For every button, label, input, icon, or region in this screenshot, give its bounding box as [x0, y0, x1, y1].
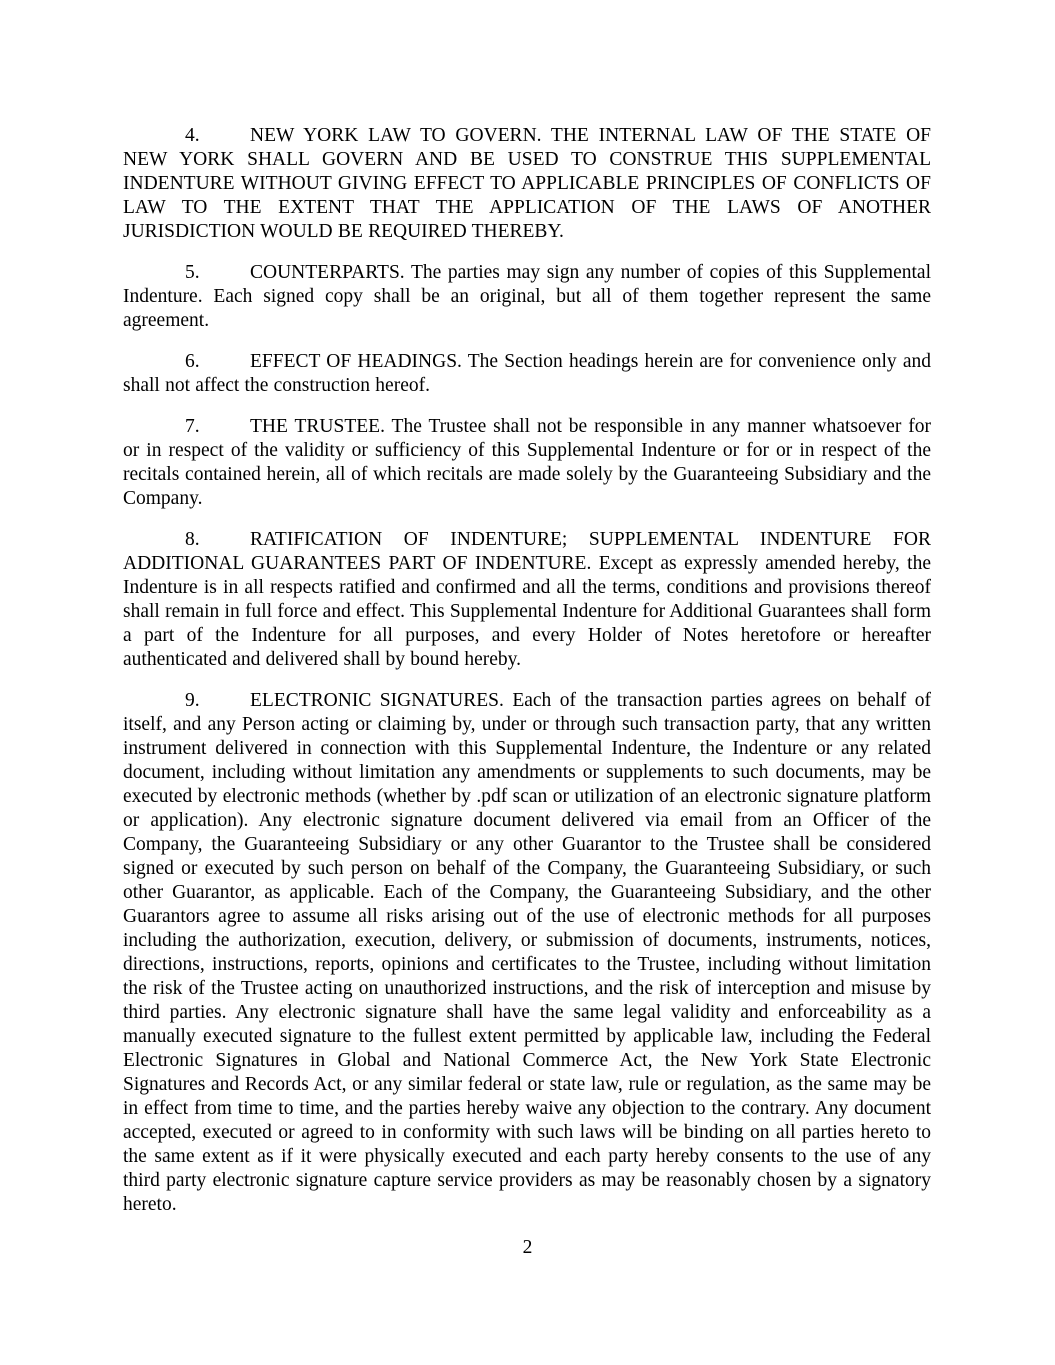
paragraph-number: 5.: [185, 262, 200, 283]
paragraph-text: EFFECT OF HEADINGS. The Section headings herein are for convenience only and shall not affect the construction hereof.: [123, 351, 931, 396]
paragraph-text: RATIFICATION OF INDENTURE; SUPPLEMENTAL INDENTURE FOR ADDITIONAL GUARANTEES PART OF INDENTURE. Except as expressly amended hereby, the Indenture is in all respects ratified and confirmed and all the terms, conditions and provisions thereof shall remain in full force and effect. This Supplemental Indenture for Additional Guarantees shall form a part of the Indenture for all purposes, and every Holder of Notes heretofore or hereafter authenticated and delivered shall by bound hereby.: [123, 529, 931, 670]
page-number: 2: [522, 1237, 533, 1258]
paragraph-number: 8.: [185, 529, 200, 550]
paragraph-8-ratification: [123, 528, 931, 672]
paragraph-number: 9.: [185, 690, 200, 711]
paragraph-text: ELECTRONIC SIGNATURES. Each of the transaction parties agrees on behalf of itself, and any Person acting or claiming by, under or through such transaction party, that any written instrument delivered in connection with this Supplemental Indenture, the Indenture or any related document, including without limitation any amendments or supplements to such documents, may be executed by electronic methods (whether by .pdf scan or utilization of an electronic signature platform or application). Any electronic signature document delivered via email from an Officer of the Company, the Guaranteeing Subsidiary or any other Guarantor to the Trustee shall be considered signed or executed by such person on behalf of the Company, the Guaranteeing Subsidiary, or such other Guarantor, as applicable. Each of the Company, the Guaranteeing Subsidiary, and the other Guarantors agree to assume all risks arising out of the use of electronic methods for all purposes including the authorization, execution, delivery, or submission of documents, instruments, notices, directions, instructions, reports, opinions and certificates to the Trustee, including without limitation the risk of the Trustee acting on unauthorized instructions, and the risk of interception and misuse by third parties. Any electronic signature shall have the same legal validity and enforceability as a manually executed signature to the fullest extent permitted by applicable law, including the Federal Electronic Signatures in Global and National Commerce Act, the New York State Electronic Signatures and Records Act, or any similar federal or state law, rule or regulation, as the same may be in effect from time to time, and the parties hereby waive any objection to the contrary. Any document accepted, executed or agreed to in conformity with such laws will be binding on all parties hereto to the same extent as if it were physically executed and each party hereby consents to the use of any third party electronic signature capture service providers as may be reasonably chosen by a signatory hereto.: [123, 690, 931, 1215]
paragraph-4-new-york-law: [123, 124, 931, 244]
paragraph-text: COUNTERPARTS. The parties may sign any number of copies of this Supplemental Indenture. Each signed copy shall be an original, but all of them together represent the same agreement.: [123, 262, 931, 331]
paragraph-number: 4.: [185, 125, 200, 146]
paragraph-9-electronic-signatures: [123, 689, 931, 1217]
paragraph-text: THE TRUSTEE. The Trustee shall not be responsible in any manner whatsoever for or in respect of the validity or sufficiency of this Supplemental Indenture or for or in respect of the recitals contained herein, all of which recitals are made solely by the Guaranteeing Subsidiary and the Company.: [123, 416, 931, 509]
paragraph-5-counterparts: [123, 261, 931, 333]
paragraph-number: 6.: [185, 351, 200, 372]
paragraph-7-the-trustee: [123, 415, 931, 511]
paragraph-number: 7.: [185, 416, 200, 437]
paragraph-text: NEW YORK LAW TO GOVERN. THE INTERNAL LAW OF THE STATE OF NEW YORK SHALL GOVERN AND BE USED TO CONSTRUE THIS SUPPLEMENTAL INDENTURE WITHOUT GIVING EFFECT TO APPLICABLE PRINCIPLES OF CONFLICTS OF LAW TO THE EXTENT THAT THE APPLICATION OF THE LAWS OF ANOTHER JURISDICTION WOULD BE REQUIRED THEREBY.: [123, 125, 931, 242]
paragraph-6-effect-of-headings: [123, 350, 931, 398]
